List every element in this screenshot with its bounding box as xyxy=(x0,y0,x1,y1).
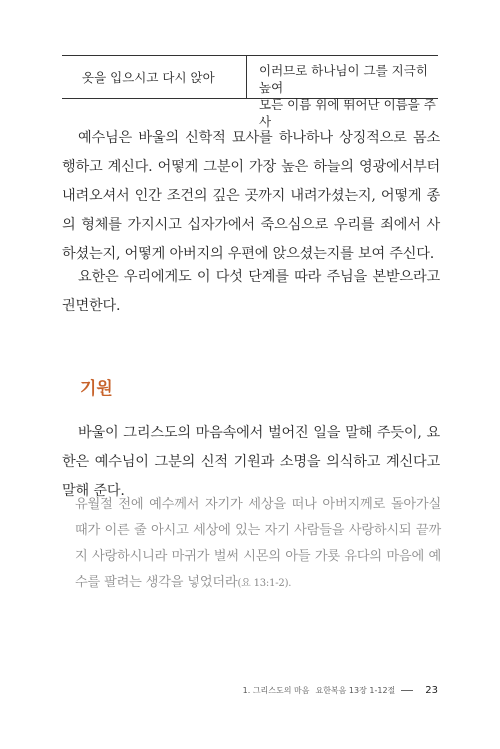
page-footer xyxy=(243,685,438,696)
quote-reference: (요 13:1-2). xyxy=(237,578,292,589)
footer-chapter: 1. 그리스도의 마음 xyxy=(242,686,310,695)
section-heading: 기원 xyxy=(80,379,113,399)
table-cell-left: 옷을 입으시고 다시 앉아 xyxy=(62,56,247,98)
scripture-comparison-table xyxy=(62,55,438,129)
scripture-quote xyxy=(75,492,441,597)
body-paragraph-1: 예수님은 바울의 신학적 묘사를 하나하나 상징적으로 몸소 행하고 계신다. 어떻게 그분이 가장 높은 하늘의 영광에서부터 내려오셔서 인간 조건의 깊은 곳까지 내려가셨는지, 어떻게 종의 형체를 가지시고 십자가에서 죽으심으로 우리를 죄에서 사하셨는지, 어떻게 아버지의 우편에 앉으셨는지를 보여 주신다. xyxy=(62,130,440,262)
table-cell-right xyxy=(247,56,438,129)
footer-section: 요한복음 13장 1-12절 xyxy=(315,686,396,695)
page-number: 23 xyxy=(425,685,438,696)
body-paragraph-3: 바울이 그리스도의 마음속에서 벌어진 일을 말해 주듯이, 요한은 예수님이 그분의 신적 기원과 소명을 의식하고 계신다고 말해 준다. xyxy=(62,425,440,499)
table-cell-right-line1: 이러므로 하나님이 그를 지극히 높여 xyxy=(259,63,428,95)
body-paragraph-2: 요한은 우리에게도 이 다섯 단계를 따라 주님을 본받으라고 권면한다. xyxy=(62,269,440,314)
quote-text: 유월절 전에 예수께서 자기가 세상을 떠나 아버지께로 돌아가실 때가 이른 줄 아시고 세상에 있는 자기 사람들을 사랑하시되 끝까지 사랑하시니라 마귀가 벌써 시몬의 아들 가룟 유다의 마음에 예수를 팔려는 생각을 넣었더라 xyxy=(75,497,441,590)
table-cell-right-line2: 모든 이름 위에 뛰어난 이름을 주사 xyxy=(259,97,436,129)
footer-divider xyxy=(401,690,413,691)
